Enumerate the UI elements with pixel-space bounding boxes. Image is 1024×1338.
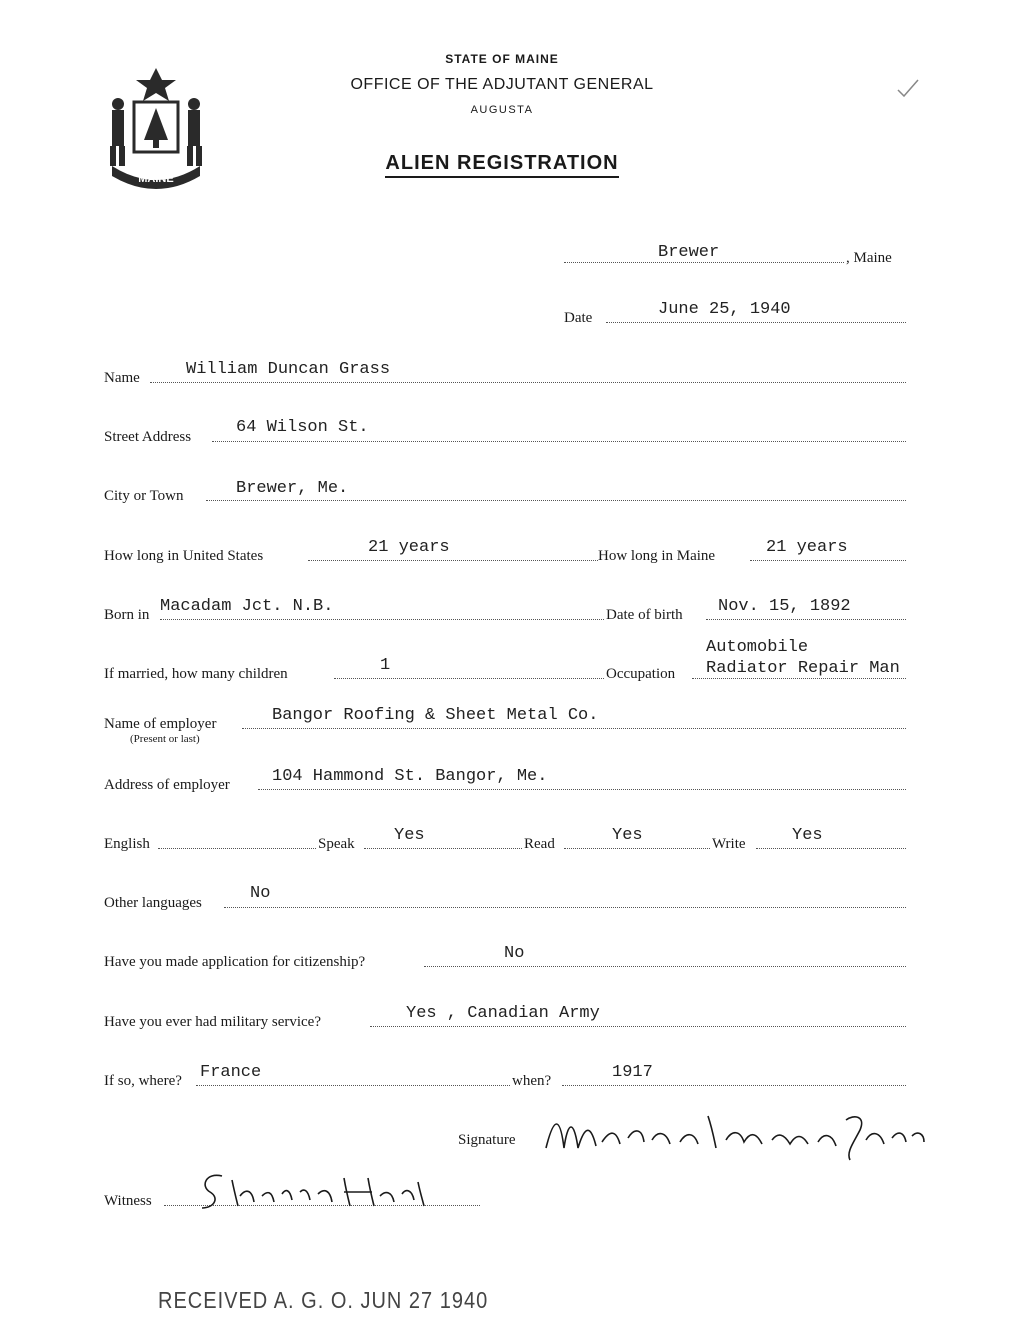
name-value: William Duncan Grass	[186, 360, 391, 379]
occupation-line1: Automobile	[706, 638, 809, 657]
street-label: Street Address	[104, 429, 192, 445]
children-value: 1	[380, 656, 391, 675]
military-label: Have you ever had military service?	[104, 1014, 321, 1030]
city-label: City or Town	[104, 488, 184, 504]
citizenship-value: No	[504, 944, 525, 963]
emp-addr-value: 104 Hammond St. Bangor, Me.	[272, 767, 548, 786]
english-label: English	[104, 836, 150, 852]
dob-label: Date of birth	[606, 607, 683, 623]
town-value: Brewer	[658, 243, 720, 262]
employer-value: Bangor Roofing & Sheet Metal Co.	[272, 706, 599, 725]
maine-long-value: 21 years	[766, 538, 848, 557]
where-label: If so, where?	[104, 1073, 182, 1089]
write-label: Write	[712, 836, 746, 852]
header-office: OFFICE OF THE ADJUTANT GENERAL	[350, 76, 654, 93]
svg-text:MAINE: MAINE	[138, 173, 174, 185]
maine-label: , Maine	[846, 250, 892, 266]
street-value: 64 Wilson St.	[236, 418, 369, 437]
born-label: Born in	[104, 607, 150, 623]
read-value: Yes	[612, 826, 643, 845]
date-value: June 25, 1940	[658, 300, 791, 319]
header-city: AUGUSTA	[470, 104, 534, 116]
children-label: If married, how many children	[104, 666, 288, 682]
speak-label: Speak	[318, 836, 355, 852]
handwritten-witness-signature	[196, 1166, 436, 1214]
witness-label: Witness	[104, 1193, 152, 1209]
name-label: Name	[104, 370, 140, 386]
header-state: STATE OF MAINE	[445, 52, 559, 66]
speak-value: Yes	[394, 826, 425, 845]
when-value: 1917	[612, 1063, 653, 1082]
occupation-label: Occupation	[606, 666, 676, 682]
write-value: Yes	[792, 826, 823, 845]
received-stamp: RECEIVED A. G. O. JUN 27 1940	[158, 1288, 489, 1314]
form-title: ALIEN REGISTRATION	[0, 152, 1014, 175]
employer-label: Name of employer	[104, 716, 217, 732]
born-value: Macadam Jct. N.B.	[160, 597, 334, 616]
other-lang-value: No	[250, 884, 271, 903]
handwritten-signature	[540, 1108, 930, 1164]
read-label: Read	[524, 836, 555, 852]
employer-sub-label: (Present or last)	[130, 733, 200, 745]
signature-label: Signature	[458, 1132, 516, 1148]
us-label: How long in United States	[104, 548, 264, 564]
dob-value: Nov. 15, 1892	[718, 597, 851, 616]
date-label: Date	[564, 310, 593, 326]
emp-addr-label: Address of employer	[104, 777, 230, 793]
maine-long-label: How long in Maine	[598, 548, 716, 564]
other-lang-label: Other languages	[104, 895, 202, 911]
when-label: when?	[512, 1073, 552, 1089]
where-value: France	[200, 1063, 262, 1082]
us-value: 21 years	[368, 538, 450, 557]
military-value: Yes , Canadian Army	[406, 1004, 600, 1023]
city-value: Brewer, Me.	[236, 479, 349, 498]
occupation-line2: Radiator Repair Man	[706, 659, 900, 678]
citizenship-label: Have you made application for citizenship?	[104, 954, 366, 970]
